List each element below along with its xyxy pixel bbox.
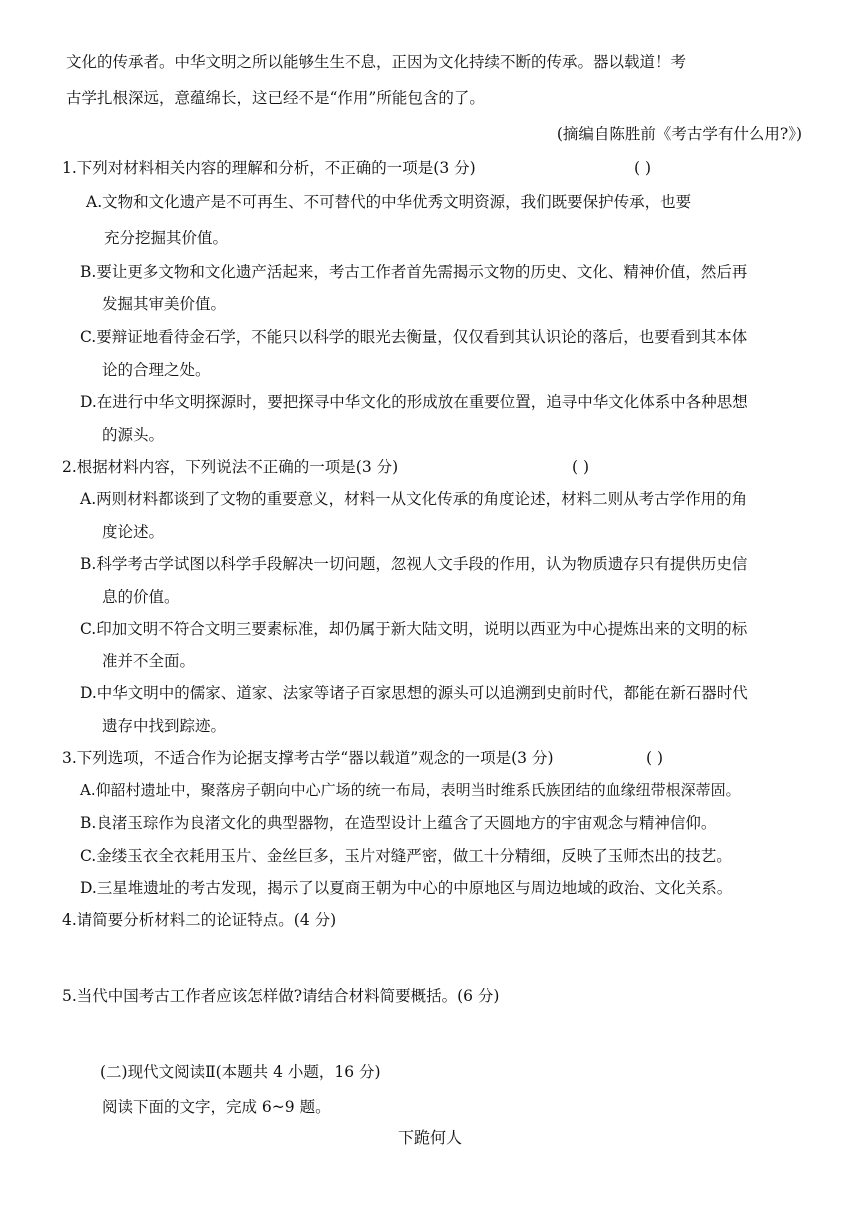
question-3-stem: 3.下列选项，不适合作为论据支撑考古学“器以载道”观念的一项是(3 分) (62, 749, 554, 767)
question-1-option-a: A.文物和文化遗产是不可再生、不可替代的中华优秀文明资源，我们既要保护传承，也要 (86, 193, 692, 211)
question-1-option-b: B.要让更多文物和文化遗产活起来，考古工作者首先需揭示文物的历史、文化、精神价值，然后再 (80, 263, 748, 281)
question-1-option-c: C.要辩证地看待金石学，不能只以科学的眼光去衡量，仅仅看到其认识论的落后，也要看到其本体 (80, 328, 748, 346)
question-2-option-b: B.科学考古学试图以科学手段解决一切问题，忽视人文手段的作用，认为物质遗存只有提供历史信 (80, 555, 748, 573)
question-2-option-d: D.中华文明中的儒家、道家、法家等诸子百家思想的源头可以追溯到史前时代，都能在新石器时代 (80, 684, 748, 702)
question-2-option-c: C.印加文明不符合文明三要素标准，却仍属于新大陆文明，说明以西亚为中心提炼出来的文明的标 (80, 620, 748, 638)
question-3-answer-blank: ( ) (646, 749, 664, 767)
article-title: 下跪何人 (397, 1128, 462, 1147)
question-3-option-b: B.良渚玉琮作为良渚文化的典型器物，在造型设计上蕴含了天圆地方的宇宙观念与精神信仰。 (80, 814, 717, 832)
question-2-option-b-cont: 息的价值。 (102, 588, 180, 606)
question-4-stem: 4.请简要分析材料二的论证特点。(4 分) (62, 911, 337, 929)
question-1-option-b-cont: 发掘其审美价值。 (102, 295, 227, 313)
question-1-option-d-cont: 的源头。 (102, 426, 165, 444)
question-2-option-d-cont: 遗存中找到踪迹。 (102, 717, 227, 735)
question-3-option-c: C.金缕玉衣全衣耗用玉片、金丝巨多，玉片对缝严密，做工十分精细，反映了玉师杰出的技艺。 (80, 847, 732, 865)
question-2-option-a: A.两则材料都谈到了文物的重要意义，材料一从文化传承的角度论述，材料二则从考古学作用的角 (80, 490, 748, 508)
question-1-option-c-cont: 论的合理之处。 (102, 361, 211, 379)
question-2-answer-blank: ( ) (572, 458, 590, 476)
question-1-answer-blank: ( ) (634, 159, 652, 177)
section-heading: (二)现代文阅读Ⅱ(本题共 4 小题，16 分) (100, 1063, 381, 1081)
question-2-stem: 2.根据材料内容，下列说法不正确的一项是(3 分) (62, 458, 399, 476)
question-1-option-d: D.在进行中华文明探源时，要把探寻中华文化的形成放在重要位置，追寻中华文化体系中各种思想 (80, 393, 748, 411)
question-1-stem: 1.下列对材料相关内容的理解和分析，不正确的一项是(3 分) (62, 159, 476, 177)
question-3-option-d: D.三星堆遗址的考古发现，揭示了以夏商王朝为中心的中原地区与周边地域的政治、文化关系。 (80, 879, 733, 897)
passage-line: 古学扎根深远，意蕴绵长，这已经不是“作用”所能包含的了。 (66, 89, 485, 107)
section-instruction: 阅读下面的文字，完成 6~9 题。 (102, 1098, 331, 1116)
question-1-option-a-cont: 充分挖掘其价值。 (104, 229, 229, 247)
question-2-option-c-cont: 准并不全面。 (102, 652, 196, 670)
question-3-option-a: A.仰韶村遗址中，聚落房子朝向中心广场的统一布局，表明当时维系氏族团结的血缘纽带根深蒂固。 (80, 781, 741, 799)
question-5-stem: 5.当代中国考古工作者应该怎样做?请结合材料简要概括。(6 分) (62, 987, 500, 1005)
passage-line: 文化的传承者。中华文明之所以能够生生不息，正因为文化持续不断的传承。器以载道！考 (66, 53, 687, 71)
question-2-option-a-cont: 度论述。 (102, 523, 165, 541)
passage-source: (摘编自陈胜前《考古学有什么用?》) (556, 125, 802, 143)
